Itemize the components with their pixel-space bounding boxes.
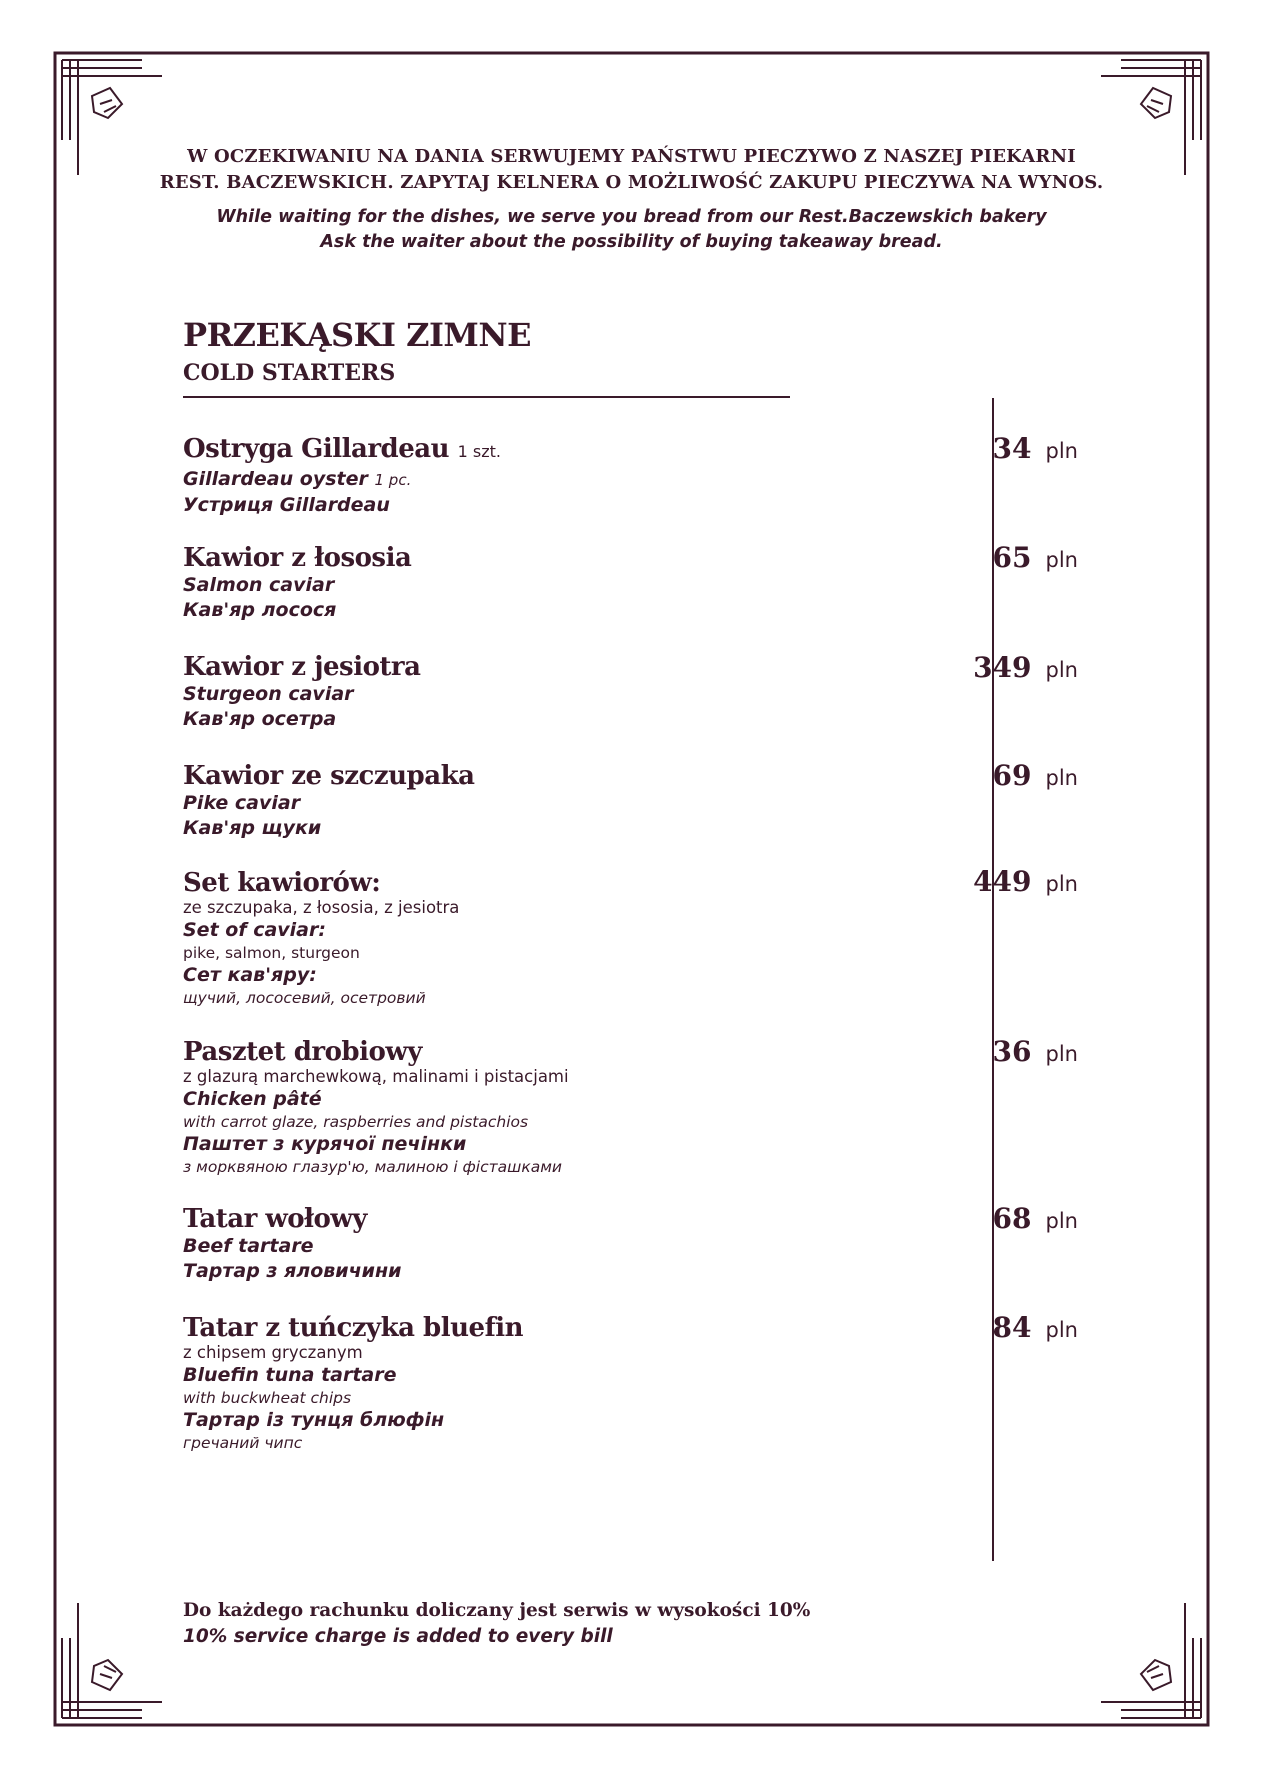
item-name: Kawior z łososia [183,543,412,573]
item-desc-pl: ze szczupaka, z łososia, z jesiotra [183,898,460,917]
menu-item [183,761,963,841]
item-desc-uk: з морквяною глазур'ю, малиною і фісташками [183,1158,562,1176]
item-name-uk: Сет кав'яру: [183,964,317,986]
intro-pl-line1: W OCZEKIWANIU NA DANIA SERWUJEMY PAŃSTWU PIECZYWO Z NASZEJ PIEKARNI [187,146,1076,167]
item-price [878,1202,1078,1235]
price-currency: pln [1045,1209,1078,1233]
price-value: 34 [992,432,1032,465]
service-charge-note-pl: Do każdego rachunku doliczany jest serwis w wysokości 10% [183,1600,811,1621]
item-desc-uk: щучий, лососевий, осетровий [183,989,426,1007]
intro-en-line2: Ask the waiter about the possibility of buying takeaway bread. [320,232,943,252]
item-qty-en: 1 pc. [374,471,412,489]
intro-polish [120,144,1143,196]
menu-item [183,652,963,732]
item-name-en: Chicken pâté [183,1088,322,1110]
item-desc-en: with buckwheat chips [183,1389,352,1407]
price-currency: pln [1045,548,1078,572]
price-value: 84 [992,1311,1032,1344]
title-divider [183,396,790,398]
section-title: PRZEKĄSKI ZIMNE [183,316,531,354]
item-name-en [183,467,963,493]
item-desc-pl: z chipsem gryczanym [183,1343,363,1362]
item-price [878,541,1078,574]
item-name: Pasztet drobiowy [183,1037,422,1067]
item-qty: 1 szt. [457,442,501,461]
price-value: 449 [973,865,1032,898]
item-name-uk: Тартар із тунця блюфін [183,1409,445,1431]
intro-en-line1: While waiting for the dishes, we serve you bread from our Rest.Baczewskich bakery [216,207,1047,227]
item-desc-en: pike, salmon, sturgeon [183,944,360,962]
item-name-en: Set of caviar: [183,919,326,941]
menu-item [183,543,963,623]
item-price [878,865,1078,898]
item-name-en: Salmon caviar [183,574,335,596]
item-name-uk: Паштет з курячої печінки [183,1133,467,1155]
item-desc-pl: z glazurą marchewkową, malinami i pistacjami [183,1067,569,1086]
menu-item [183,434,963,518]
item-name-uk: Кав'яр осетра [183,708,337,730]
item-name-uk: Тартар з яловичини [183,1260,402,1282]
price-value: 36 [992,1035,1032,1068]
item-name-text: Ostryga Gillardeau [183,434,450,464]
section-subtitle: COLD STARTERS [183,360,396,386]
intro-english [120,205,1143,255]
price-value: 68 [992,1202,1032,1235]
item-name-en: Sturgeon caviar [183,683,354,705]
item-name-en: Beef tartare [183,1235,314,1257]
item-price [878,1311,1078,1344]
item-price [878,759,1078,792]
intro-pl-line2: REST. BACZEWSKICH. ZAPYTAJ KELNERA O MOŻLIWOŚĆ ZAKUPU PIECZYWA NA WYNOS. [159,172,1104,193]
item-name-uk: Кав'яр щуки [183,817,322,839]
item-name-uk: Устриця Gillardeau [183,494,390,516]
item-name-uk: Кав'яр лосося [183,599,337,621]
item-name: Kawior z jesiotra [183,652,421,682]
item-name: Kawior ze szczupaka [183,761,475,791]
item-name: Set kawiorów: [183,868,381,898]
item-name: Tatar z tuńczyka bluefin [183,1313,524,1343]
item-price [878,651,1078,684]
service-charge-note-en: 10% service charge is added to every bill [183,1626,613,1647]
price-value: 69 [992,759,1032,792]
price-currency: pln [1045,872,1078,896]
price-currency: pln [1045,1042,1078,1066]
item-name-en-text: Gillardeau oyster [183,468,368,490]
item-name [183,434,963,467]
price-value: 349 [973,651,1032,684]
item-name-en: Pike caviar [183,792,301,814]
item-desc-uk: гречаний чипс [183,1434,303,1452]
price-currency: pln [1045,766,1078,790]
price-currency: pln [1045,439,1078,463]
price-currency: pln [1045,1318,1078,1342]
item-price [878,432,1078,465]
item-price [878,1035,1078,1068]
item-name-en: Bluefin tuna tartare [183,1364,397,1386]
menu-item [183,1313,963,1453]
menu-item [183,868,963,1008]
menu-item [183,1037,963,1177]
price-currency: pln [1045,658,1078,682]
menu-item [183,1204,963,1284]
item-name: Tatar wołowy [183,1204,367,1234]
item-desc-en: with carrot glaze, raspberries and pistachios [183,1113,529,1131]
price-value: 65 [992,541,1032,574]
